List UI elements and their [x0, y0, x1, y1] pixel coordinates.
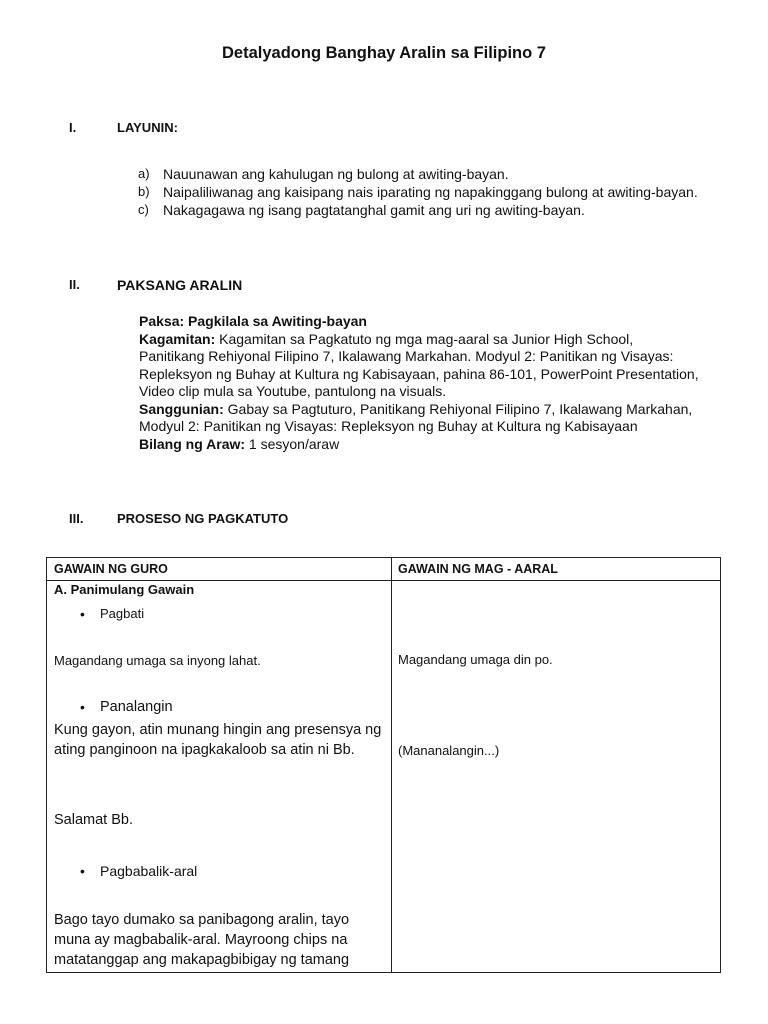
list-item [138, 165, 718, 183]
list-item [138, 201, 718, 219]
list-marker: a) [138, 166, 150, 181]
header-gawain-mag-aaral: GAWAIN NG MAG - AARAL [398, 562, 558, 576]
pagbati-text: Magandang umaga sa inyong lahat. [54, 653, 261, 668]
bilang-text: 1 sesyon/araw [245, 435, 340, 452]
document-title: Detalyadong Banghay Aralin sa Filipino 7 [222, 44, 546, 62]
objective-text: Nakagagawa ng isang pagtatanghal gamit ang uri ng awiting-bayan. [163, 202, 585, 218]
bullet-panalangin [100, 699, 173, 715]
salamat-text: Salamat Bb. [54, 812, 133, 828]
sanggunian-label: Sanggunian: [139, 400, 224, 417]
bullet-label: Panalangin [100, 699, 173, 715]
header-divider [47, 580, 720, 581]
paksa-block [139, 313, 699, 453]
section-number: I. [69, 120, 77, 135]
activities-table [46, 557, 721, 973]
kagamitan-text: Kagamitan sa Pagkatuto ng mga mag-aaral sa Junior High School, Panitikang Rehiyonal Filipino 7, Ikalawang Markahan. Modyul 2: Panitikan ng Visayas: Repleksyon ng Buhay at Kultura ng Kabisayaan, pahina 86-101, PowerPoint Presentation, Video clip mula sa Youtube, pantulong na visuals. [139, 330, 699, 399]
bullet-pagbabalik-aral [100, 863, 197, 879]
header-gawain-guro: GAWAIN NG GURO [54, 562, 168, 576]
bilang-label: Bilang ng Araw: [139, 435, 246, 452]
kagamitan-label: Kagamitan: [139, 330, 216, 347]
objectives-list [138, 165, 718, 219]
pagbati-reply: Magandang umaga din po. [398, 652, 553, 667]
list-item [138, 183, 718, 201]
section-number: II. [69, 277, 80, 292]
list-marker: c) [138, 202, 149, 217]
section-title: PROSESO NG PAGKATUTO [117, 511, 289, 526]
section-title: LAYUNIN: [117, 120, 178, 135]
pagbabalik-aral-text: Bago tayo dumako sa panibagong aralin, tayo muna ay magbabalik-aral. Mayroong chips na matatanggap ang makapagbibigay ng tamang [54, 912, 350, 968]
bullet-label: Pagbati [100, 606, 145, 621]
paksa-label: Paksa: Pagkilala sa Awiting-bayan [139, 313, 367, 329]
section-number: III. [69, 511, 84, 526]
list-marker: b) [138, 184, 150, 199]
section-a-heading: A. Panimulang Gawain [54, 582, 195, 597]
bullet-pagbati [100, 606, 144, 621]
panalangin-reply: (Mananalangin...) [398, 743, 500, 758]
bullet-label: Pagbabalik-aral [100, 863, 198, 879]
panalangin-text: Kung gayon, atin munang hingin ang presensya ng ating panginoon na ipagkakaloob sa atin ni Bb. [54, 722, 382, 758]
section-title: PAKSANG ARALIN [117, 277, 243, 293]
column-divider [391, 558, 392, 972]
objective-text: Naipaliliwanag ang kaisipang nais iparating ng napakinggang bulong at awiting-bayan. [163, 184, 698, 200]
sanggunian-text: Gabay sa Pagtuturo, Panitikang Rehiyonal Filipino 7, Ikalawang Markahan, Modyul 2: Panitikan ng Visayas: Repleksyon ng Buhay at Kultura ng Kabisayaan [139, 400, 693, 434]
objective-text: Nauunawan ang kahulugan ng bulong at awiting-bayan. [163, 166, 509, 182]
